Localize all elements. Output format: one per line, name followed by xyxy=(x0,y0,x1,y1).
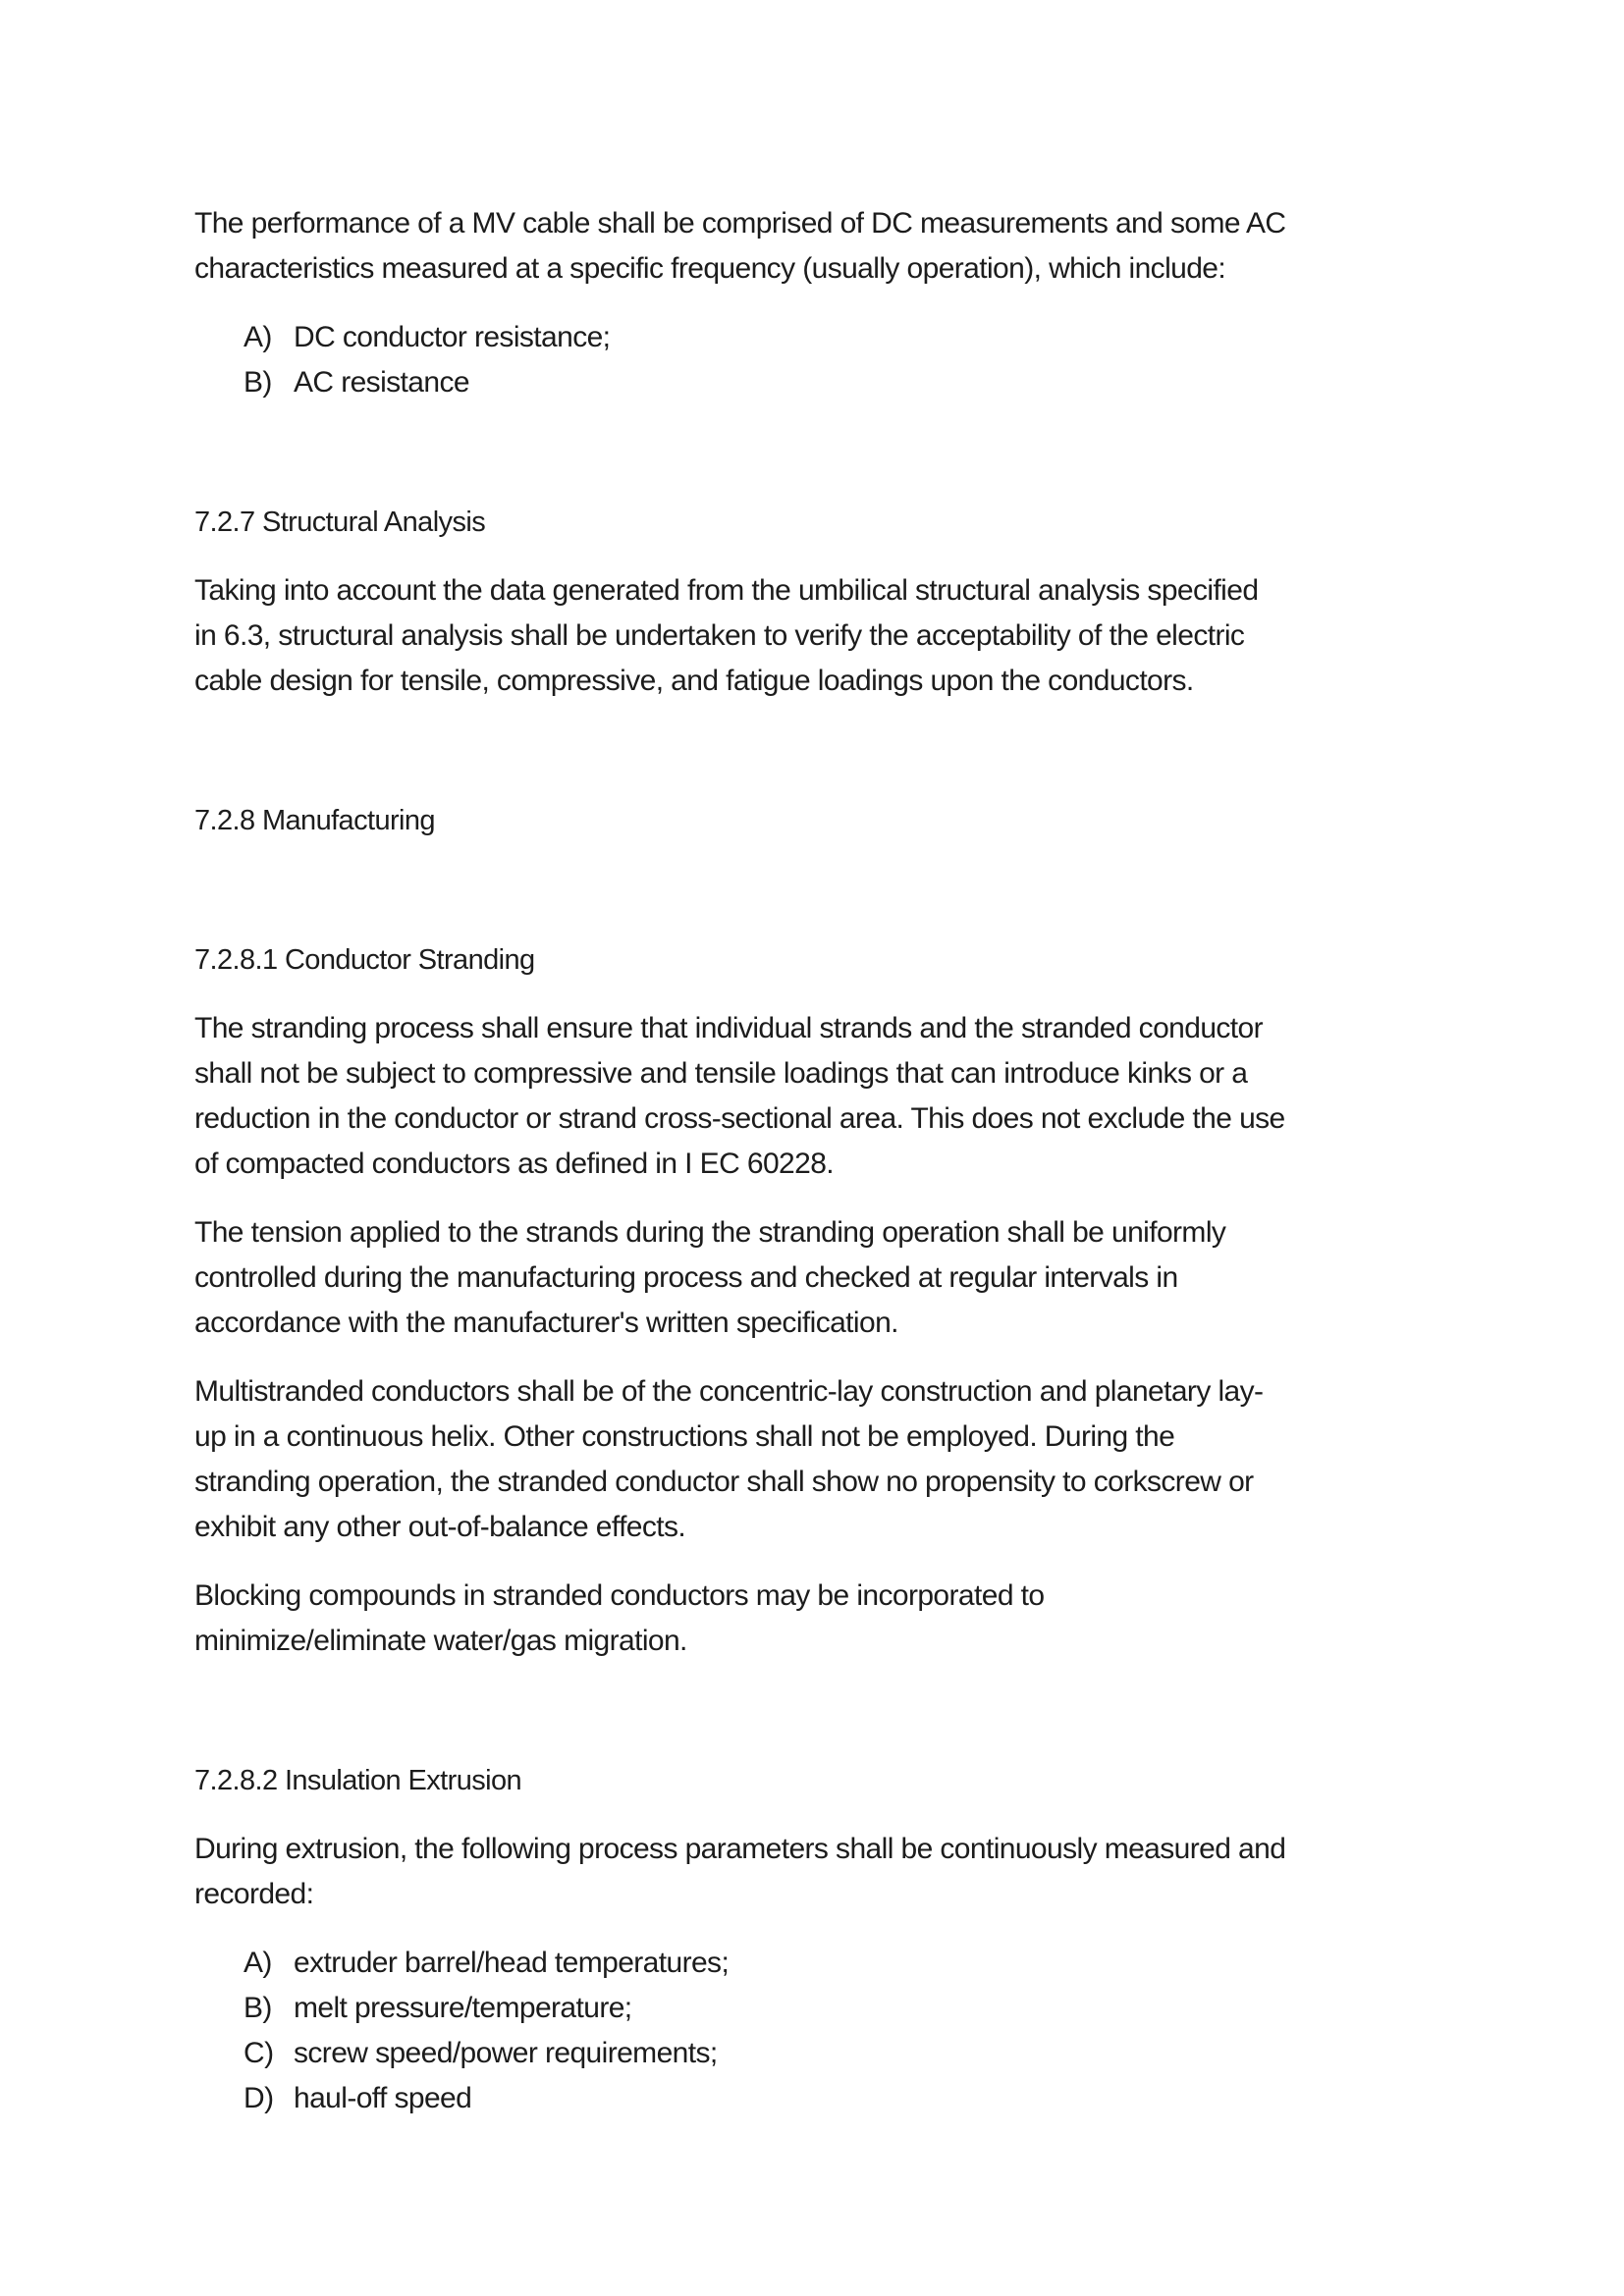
paragraph-extrusion xyxy=(194,1827,1447,1917)
paragraph-line: controlled during the manufacturing process and checked at regular intervals in xyxy=(194,1261,1178,1294)
list-item-label: A) xyxy=(244,321,272,353)
list-item-text: DC conductor resistance; xyxy=(294,321,611,353)
paragraph-multistranded xyxy=(194,1369,1447,1550)
paragraph-structural-analysis xyxy=(194,568,1447,704)
list-performance-measurements xyxy=(194,315,1447,405)
paragraph-blocking-compounds xyxy=(194,1574,1447,1664)
paragraph-stranding-process xyxy=(194,1006,1447,1187)
paragraph-tension xyxy=(194,1210,1447,1346)
list-item-text: extruder barrel/head temperatures; xyxy=(294,1947,730,1979)
list-item-text: AC resistance xyxy=(294,366,469,399)
paragraph-line: Blocking compounds in stranded conductors may be incorporated to xyxy=(194,1579,1045,1612)
paragraph-line: characteristics measured at a specific frequency (usually operation), which include: xyxy=(194,252,1226,285)
paragraph-line: accordance with the manufacturer's written specification. xyxy=(194,1307,898,1339)
paragraph-line: exhibit any other out-of-balance effects. xyxy=(194,1511,686,1543)
paragraph-line: Taking into account the data generated from the umbilical structural analysis specified xyxy=(194,574,1259,607)
section-heading-structural-analysis: 7.2.7 Structural Analysis xyxy=(194,507,486,538)
paragraph-line: cable design for tensile, compressive, and fatigue loadings upon the conductors. xyxy=(194,665,1194,697)
list-extrusion-parameters xyxy=(194,1941,1447,2121)
paragraph-line: minimize/eliminate water/gas migration. xyxy=(194,1625,687,1657)
list-item xyxy=(244,1941,1447,1986)
list-item-label: B) xyxy=(244,366,272,399)
paragraph-intro xyxy=(194,201,1447,292)
paragraph-line: reduction in the conductor or strand cross-sectional area. This does not exclude the use xyxy=(194,1102,1285,1135)
list-item xyxy=(244,1986,1447,2031)
list-item-label: A) xyxy=(244,1947,272,1979)
list-item xyxy=(244,2031,1447,2076)
paragraph-line: of compacted conductors as defined in I EC 60228. xyxy=(194,1148,835,1180)
paragraph-line: Multistranded conductors shall be of the concentric-lay construction and planetary lay- xyxy=(194,1375,1264,1408)
paragraph-line: The stranding process shall ensure that individual strands and the stranded conductor xyxy=(194,1012,1264,1044)
section-heading-manufacturing: 7.2.8 Manufacturing xyxy=(194,805,435,836)
list-item-label: B) xyxy=(244,1992,272,2024)
paragraph-line: stranding operation, the stranded conductor shall show no propensity to corkscrew or xyxy=(194,1466,1254,1498)
section-heading-conductor-stranding: 7.2.8.1 Conductor Stranding xyxy=(194,944,535,976)
list-item-label: D) xyxy=(244,2082,274,2114)
list-item-text: melt pressure/temperature; xyxy=(294,1992,632,2024)
section-heading-insulation-extrusion: 7.2.8.2 Insulation Extrusion xyxy=(194,1765,522,1796)
list-item xyxy=(244,315,1447,360)
paragraph-line: The tension applied to the strands during the stranding operation shall be uniformly xyxy=(194,1216,1226,1249)
paragraph-line: in 6.3, structural analysis shall be undertaken to verify the acceptability of the electric xyxy=(194,619,1245,652)
list-item-label: C) xyxy=(244,2037,274,2069)
paragraph-line: recorded: xyxy=(194,1878,314,1910)
paragraph-line: shall not be subject to compressive and tensile loadings that can introduce kinks or a xyxy=(194,1057,1248,1090)
list-item-text: screw speed/power requirements; xyxy=(294,2037,718,2069)
paragraph-line: up in a continuous helix. Other constructions shall not be employed. During the xyxy=(194,1420,1175,1453)
list-item-text: haul-off speed xyxy=(294,2082,472,2114)
list-item xyxy=(244,2076,1447,2121)
list-item xyxy=(244,360,1447,405)
paragraph-line: The performance of a MV cable shall be comprised of DC measurements and some AC xyxy=(194,207,1286,240)
paragraph-line: During extrusion, the following process parameters shall be continuously measured and xyxy=(194,1833,1286,1865)
